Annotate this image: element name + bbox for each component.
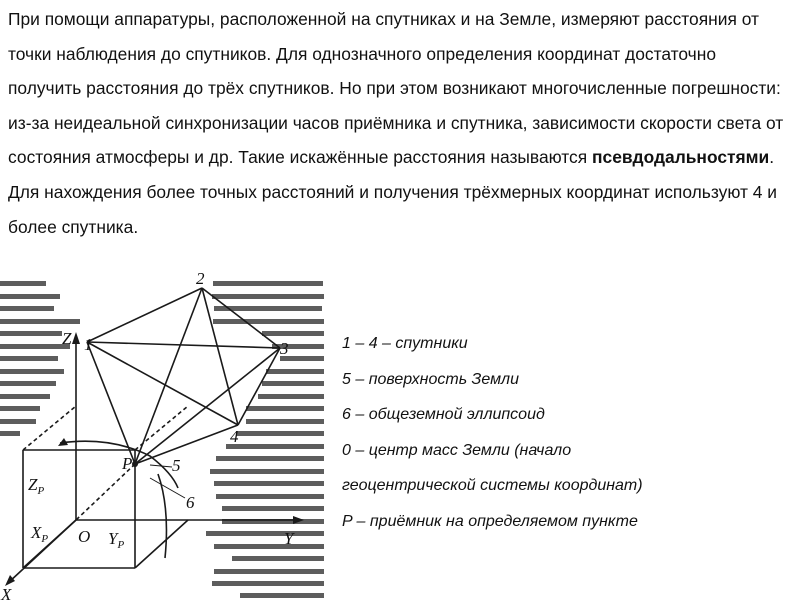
gps-diagram-svg (0, 268, 335, 600)
xp-label: X (31, 523, 42, 542)
pseudorange-term: псевдодальностями (592, 147, 770, 168)
svg-text:5 (172, 456, 181, 475)
svg-text:ZP (28, 475, 44, 497)
gps-diagram (0, 268, 335, 600)
yp-label: Y (108, 529, 118, 548)
zp-label: Z (28, 475, 38, 494)
xp-subscript: P (41, 533, 49, 545)
box-front-edge (135, 520, 188, 568)
zp-subscript: P (37, 485, 45, 497)
svg-text:4 (230, 427, 239, 446)
svg-text:6 (186, 493, 195, 512)
origin-label: O (78, 527, 91, 546)
leader-6 (150, 478, 185, 498)
receiver-point (132, 461, 138, 467)
legend-item-receiver: P – приёмник на определяемом пункте (342, 512, 638, 530)
ellipsoid-label: 6 (186, 493, 195, 512)
satellite-1-label: 1 (84, 335, 93, 354)
edge-3-4 (238, 348, 280, 425)
legend-item-ellipsoid: 6 – общеземной эллипсоид (342, 406, 545, 423)
svg-text:YP (108, 529, 124, 551)
svg-text:1 (84, 335, 93, 354)
paragraph-text-end: . Для нахождения более точных расстояний и получения трёхмерных координат используют 4 и более спутника. (8, 147, 777, 237)
edge-1-3 (87, 342, 280, 348)
surface-label: 5 (172, 456, 181, 475)
legend-item-mass-center-cont: геоцентрической системы координат) (342, 477, 643, 494)
svg-text:XP (30, 523, 48, 545)
x-axis-label: X (1, 585, 12, 600)
yp-subscript: P (117, 539, 125, 551)
legend-item-earth-surface: 5 – поверхность Земли (342, 370, 519, 388)
svg-text:Z (62, 329, 72, 348)
svg-text:2 (196, 269, 205, 288)
svg-text:3 (279, 339, 289, 358)
svg-text:Y (284, 529, 295, 548)
y-axis-label: Y (284, 529, 294, 548)
legend-item-satellites: 1 – 4 – спутники (342, 335, 468, 352)
satellite-3-label: 3 (280, 339, 289, 358)
satellite-2-label: 2 (196, 269, 205, 288)
svg-text:X (0, 585, 12, 600)
paragraph-text-start: При помощи аппаратуры, расположенной на спутниках и на Земле, измеряют расстояния от точки наблюдения до спутников. Для однозначного определения координат достаточно получить расстояния до трёх спутников. Но при этом возникают многочисленные погрешности: из-за неидеальной синхронизации часов приёмника и спутника, зависимости скорости света от состояния атмосферы и др. Такие искажённые расстояния называются (8, 9, 784, 168)
legend (342, 326, 792, 539)
svg-text:P (121, 454, 132, 473)
z-arrow-head (72, 332, 80, 344)
legend-item-mass-center: 0 – центр масс Земли (начало (342, 441, 572, 459)
intro-paragraph (8, 2, 794, 244)
z-axis-label: Z (62, 329, 72, 348)
receiver-label: P (122, 454, 133, 473)
scanned-background-text (0, 281, 324, 598)
satellite-4-label: 4 (230, 427, 239, 446)
edge-1-4 (87, 342, 238, 425)
box-back-edge (23, 406, 76, 450)
svg-text:O (78, 527, 90, 546)
range-p-1 (87, 342, 135, 464)
